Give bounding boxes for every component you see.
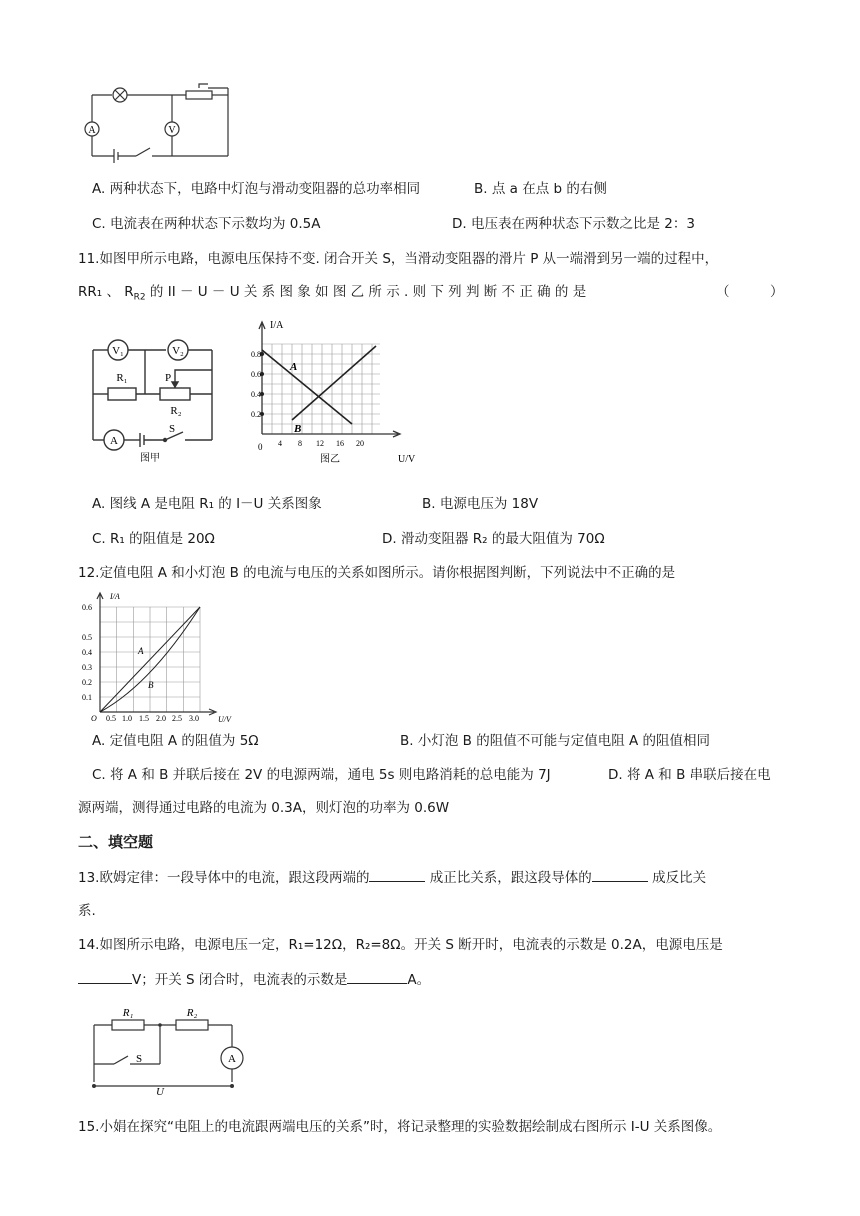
q10-circuit-diagram — [80, 82, 240, 164]
q11-stem-line2-start: RR₁ 、 R — [78, 284, 134, 300]
q14-part-a: A。 — [407, 972, 431, 988]
q12-origin-label: O — [91, 714, 97, 723]
section-fill-in-title: 二、填空题 — [78, 833, 154, 851]
q13-part1: 13.欧姆定律：一段导体中的电流，跟这段两端的 — [78, 870, 370, 886]
q14-switch-label: S — [136, 1053, 143, 1065]
q11-r2-label: R₂ — [170, 405, 182, 417]
q12-y-axis-label: I/A — [110, 592, 120, 601]
q12-xtick-3.0: 3.0 — [189, 714, 199, 723]
q14-blank-current[interactable] — [347, 969, 407, 984]
q10-option-d: D. 电压表在两种状态下示数之比是 2：3 — [452, 216, 695, 232]
q11-xtick-20: 20 — [356, 439, 364, 448]
q11-origin-label: 0 — [258, 442, 263, 452]
q11-line-a — [262, 350, 352, 424]
q12-ytick-0.3: 0.3 — [82, 663, 92, 672]
q11-xtick-4: 4 — [278, 439, 282, 448]
q11-stem-line1: 11.如图甲所示电路，电源电压保持不变. 闭合开关 S，当滑动变阻器的滑片 P 从一端滑到另一端的过程中， — [78, 251, 719, 267]
q12-graph — [80, 590, 240, 725]
q11-x-axis-label: U/V — [398, 454, 416, 465]
q13-blank-1[interactable] — [369, 867, 425, 882]
q12-ytick-0.2: 0.2 — [82, 678, 92, 687]
q11-option-c: C. R₁ 的阻值是 20Ω — [92, 531, 215, 547]
q11-line-a-label: A — [290, 361, 298, 373]
q11-ytick-0.8: 0.8 — [251, 350, 261, 359]
q11-ytick-0.2: 0.2 — [251, 410, 261, 419]
q12-x-axis-label: U/V — [218, 715, 231, 724]
q13-part2: 成正比关系，跟这段导体的 — [425, 870, 592, 886]
q11-line-b-label: B — [294, 423, 302, 435]
q12-option-a: A. 定值电阻 A 的阻值为 5Ω — [92, 733, 259, 749]
q11-caption-yi: 图乙 — [320, 454, 340, 465]
q12-xtick-1.5: 1.5 — [139, 714, 149, 723]
q10-option-c: C. 电流表在两种状态下示数均为 0.5A — [92, 216, 321, 232]
q11-ammeter-label: A — [110, 435, 118, 447]
q11-stem-line2-rest: 的 II － U － U 关 系 图 象 如 图 乙 所 示 . 则 下 列 判 断 不 正 确 的 是 — [145, 284, 587, 300]
q12-option-b: B. 小灯泡 B 的阻值不可能与定值电阻 A 的阻值相同 — [400, 733, 711, 749]
q11-option-d: D. 滑动变阻器 R₂ 的最大阻值为 70Ω — [382, 531, 605, 547]
q12-xtick-2.5: 2.5 — [172, 714, 182, 723]
q14-r1-label: R₁ — [122, 1007, 134, 1019]
q12-ytick-0.1: 0.1 — [82, 693, 92, 702]
q12-stem: 12.定值电阻 A 和小灯泡 B 的电流与电压的关系如图所示。请你根据图判断，下列说法中不正确的是 — [78, 565, 676, 581]
q12-option-d-line2: 源两端，测得通过电路的电流为 0.3A，则灯泡的功率为 0.6W — [78, 800, 450, 816]
q11-option-a: A. 图线 A 是电阻 R₁ 的 I－U 关系图象 — [92, 496, 322, 512]
q11-caption-jia: 图甲 — [140, 453, 160, 462]
q11-y-axis-label: I/A — [270, 320, 284, 331]
q11-option-b: B. 电源电压为 18V — [422, 496, 539, 512]
q14-blank-voltage[interactable] — [78, 969, 132, 984]
q13-line2: 系. — [78, 903, 96, 919]
q11-xtick-12: 12 — [316, 439, 324, 448]
q14-circuit-diagram — [84, 1000, 254, 1096]
q11-ytick-0.4: 0.4 — [251, 390, 261, 399]
q11-graph-yi — [250, 316, 425, 466]
q11-p-label: P — [164, 372, 172, 384]
q13-blank-2[interactable] — [592, 867, 648, 882]
q11-xtick-16: 16 — [336, 439, 344, 448]
q12-line-b-label: B — [148, 680, 154, 690]
q12-xtick-0.5: 0.5 — [106, 714, 116, 723]
q13-part3: 成反比关 — [647, 870, 707, 886]
q14-part-v: V；开关 S 闭合时，电流表的示数是 — [132, 972, 348, 988]
q11-v1-label: V₁ — [112, 345, 124, 357]
q11-xtick-8: 8 — [298, 439, 302, 448]
q12-line-a-label: A — [138, 646, 144, 656]
q14-line1: 14.如图所示电路，电源电压一定，R₁=12Ω，R₂=8Ω。开关 S 断开时，电流表的示数是 0.2A，电源电压是 — [78, 937, 723, 953]
q14-voltage-label: U — [156, 1086, 164, 1096]
q11-stem-paren: （ ） — [716, 284, 784, 300]
q12-option-d-line1: D. 将 A 和 B 串联后接在电 — [608, 767, 771, 783]
q11-v2-label: V₂ — [172, 345, 184, 357]
q11-stem-line2-sub: R2 — [133, 292, 146, 303]
q11-circuit-diagram-jia — [88, 334, 228, 462]
q11-switch-label: S — [168, 423, 176, 435]
q10-option-a: A. 两种状态下，电路中灯泡与滑动变阻器的总功率相同 — [92, 181, 421, 197]
q10-ammeter-label: A — [88, 125, 96, 136]
q12-xtick-2.0: 2.0 — [156, 714, 166, 723]
q10-option-b: B. 点 a 在点 b 的右侧 — [474, 181, 607, 197]
q12-ytick-0.6: 0.6 — [82, 603, 92, 612]
q15-line1: 15.小娟在探究“电阻上的电流跟两端电压的关系”时，将记录整理的实验数据绘制成右图所示 I-U 关系图像。 — [78, 1119, 722, 1135]
q12-ytick-0.4: 0.4 — [82, 648, 92, 657]
q10-voltmeter-label: V — [168, 125, 176, 136]
q14-r2-label: R₂ — [186, 1007, 198, 1019]
q12-option-c: C. 将 A 和 B 并联后接在 2V 的电源两端，通电 5s 则电路消耗的总电能为 7J — [92, 767, 551, 783]
q11-stem-line2 — [78, 282, 586, 308]
q12-xtick-1.0: 1.0 — [122, 714, 132, 723]
q11-r1-label: R₁ — [116, 372, 128, 384]
q12-ytick-0.5: 0.5 — [82, 633, 92, 642]
q13-line1 — [78, 867, 706, 888]
q14-line2 — [78, 969, 430, 990]
q14-ammeter-label: A — [228, 1053, 236, 1065]
q11-ytick-0.6: 0.6 — [251, 370, 261, 379]
